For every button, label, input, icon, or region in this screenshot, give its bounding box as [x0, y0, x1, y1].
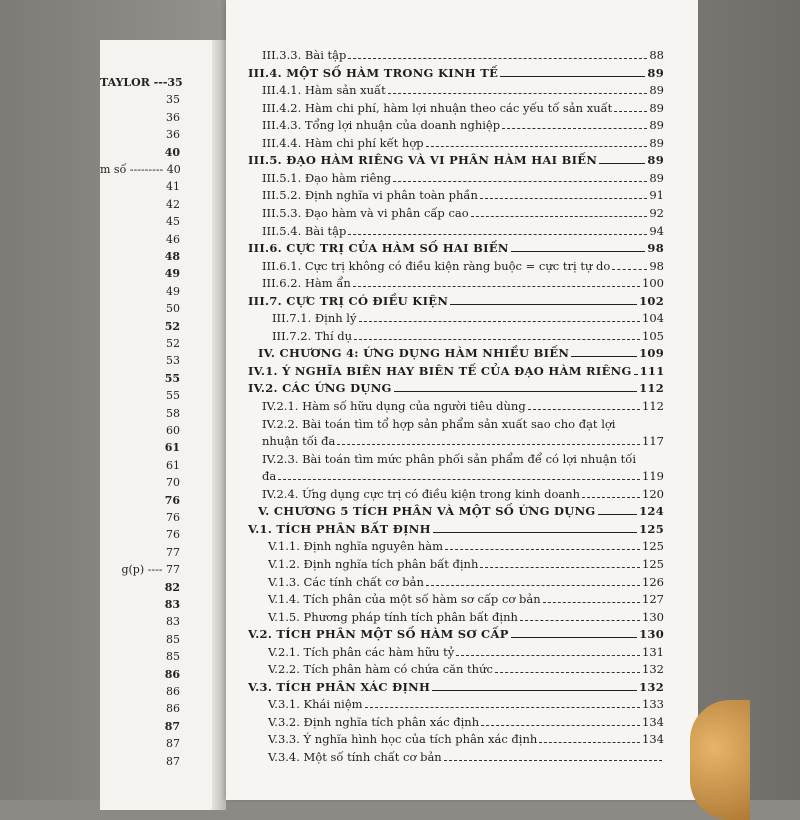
- left-toc-entry: 50: [166, 302, 180, 316]
- toc-page-number: 109: [639, 346, 664, 361]
- left-toc-entry: 61: [166, 458, 180, 472]
- dot-leader: [520, 620, 640, 621]
- toc-page-number: 133: [642, 697, 664, 712]
- left-toc-entry: g(p) ---- 77: [121, 563, 180, 577]
- dot-leader: [433, 532, 637, 533]
- toc-heading: [248, 364, 664, 378]
- toc-page-number: 102: [639, 293, 664, 308]
- left-toc-entry: 58: [166, 406, 180, 420]
- toc-page-number: 119: [642, 469, 664, 484]
- left-toc-entry: 36: [166, 110, 180, 124]
- toc-label: IV.1. Ý NGHĨA BIÊN HAY BIÊN TẾ CỦA ĐẠO HÀM RIÊNG: [248, 363, 632, 378]
- left-toc-entry: 86: [166, 685, 180, 698]
- dot-leader: [365, 707, 641, 708]
- toc-page-number: 104: [642, 311, 664, 326]
- left-toc-entry: 41: [166, 180, 180, 194]
- dot-leader: [495, 672, 640, 673]
- dot-leader: [353, 286, 640, 287]
- toc-entry: [268, 557, 664, 571]
- left-toc-entry: 55: [166, 389, 180, 403]
- dot-leader: [348, 234, 647, 235]
- toc-page-number: 91: [649, 188, 664, 203]
- dot-leader: [480, 567, 640, 568]
- toc-page-number: 89: [649, 170, 664, 185]
- toc-label: III.7.1. Định lý: [272, 311, 357, 326]
- toc-entry: [262, 136, 664, 150]
- left-toc-entry: 52: [164, 319, 180, 333]
- left-toc-entry: 86: [166, 702, 180, 716]
- toc-label: III.4.3. Tổng lợi nhuận của doanh nghiệp: [262, 118, 501, 133]
- toc-page-number: 132: [639, 679, 664, 694]
- left-toc-entry: 60: [166, 424, 180, 437]
- toc-page-number: 88: [649, 48, 664, 62]
- toc-label: V.1.4. Tích phân của một số hàm sơ cấp cơ bản: [268, 592, 541, 607]
- toc-label: IV.2.1. Hàm số hữu dụng của người tiêu dùng: [262, 399, 526, 413]
- dot-leader: [528, 409, 640, 410]
- toc-label: V.3.1. Khái niệm: [268, 697, 363, 712]
- toc-label: V.3.2. Định nghĩa tích phân xác định: [268, 714, 480, 729]
- toc-page-number: 92: [649, 205, 664, 220]
- toc-label: V.3. TÍCH PHÂN XÁC ĐỊNH: [248, 679, 431, 694]
- toc-page-number: 89: [649, 135, 664, 150]
- toc-entry: [262, 487, 664, 501]
- left-toc-entry: 61: [164, 441, 180, 455]
- left-toc-entry: 82: [164, 580, 180, 594]
- toc-entry: [262, 452, 664, 466]
- toc-page-number: 134: [642, 714, 664, 729]
- toc-entry: [262, 188, 664, 202]
- left-toc-entry: 77: [166, 545, 180, 559]
- toc-label: V.2.2. Tích phân hàm có chứa căn thức: [268, 662, 493, 677]
- toc-page-number: 111: [639, 363, 665, 378]
- dot-leader: [426, 585, 640, 586]
- toc-entry: [262, 171, 664, 185]
- toc-label: III.4.4. Hàm chi phí kết hợp: [262, 135, 424, 150]
- toc-label: III.3.3. Bài tập: [262, 48, 347, 62]
- toc-heading: [258, 504, 664, 518]
- toc-heading: [248, 241, 664, 255]
- toc-entry: [262, 206, 664, 220]
- left-toc-entry: 76: [166, 511, 180, 524]
- toc-heading: [248, 627, 664, 641]
- toc-label: IV. CHƯƠNG 4: ỨNG DỤNG HÀM NHIỀU BIẾN: [258, 346, 570, 361]
- toc-entry: [262, 276, 664, 290]
- toc-page-number: 105: [642, 328, 664, 343]
- toc-entry: [268, 539, 664, 553]
- toc-entry: [268, 645, 664, 659]
- toc-entry: [262, 101, 664, 115]
- dot-leader: [278, 479, 640, 480]
- toc-label: V.2. TÍCH PHÂN MỘT SỐ HÀM SƠ CẤP: [248, 627, 509, 642]
- left-toc-entry: 42: [166, 197, 180, 211]
- toc-label: V.1.5. Phương pháp tính tích phân bất định: [268, 609, 518, 624]
- dot-leader: [502, 128, 647, 129]
- toc-label: V.1. TÍCH PHÂN BẤT ĐỊNH: [248, 521, 431, 536]
- toc-entry: [262, 83, 664, 97]
- toc-label: V.1.3. Các tính chất cơ bản: [268, 574, 424, 589]
- toc-label: III.6.2. Hàm ẩn: [262, 276, 351, 291]
- toc-entry: [268, 662, 664, 676]
- left-toc-entry: 49: [166, 284, 180, 298]
- toc-page-number: 112: [642, 399, 664, 413]
- toc-page-number: 94: [649, 223, 664, 238]
- toc-label: III.4. MỘT SỐ HÀM TRONG KINH TẾ: [248, 65, 499, 80]
- toc-label: III.4.1. Hàm sản xuất: [262, 83, 386, 98]
- toc-page-number: 134: [642, 732, 664, 747]
- left-toc-entry: 48: [164, 250, 180, 263]
- dot-leader: [393, 181, 647, 182]
- toc-entry: [268, 750, 664, 764]
- toc-page-number: 98: [647, 241, 664, 256]
- dot-leader: [450, 304, 637, 305]
- left-toc-entry: 83: [164, 598, 180, 611]
- toc-entry: [268, 592, 664, 606]
- toc-entry: [262, 469, 664, 483]
- toc-heading: [248, 66, 664, 80]
- left-toc-entry: 45: [166, 215, 180, 229]
- dot-leader: [598, 514, 638, 515]
- toc-label: III.5.1. Đạo hàm riêng: [262, 170, 392, 185]
- left-toc-entry: 85: [166, 632, 180, 646]
- toc-label: III.5.2. Định nghĩa vi phân toàn phần: [262, 188, 478, 203]
- dot-leader: [359, 321, 641, 322]
- toc-page-number: 112: [639, 381, 664, 396]
- toc-label: IV.2. CÁC ỨNG DỤNG: [248, 381, 392, 396]
- dot-leader: [456, 655, 640, 656]
- toc-page-number: 125: [642, 556, 664, 571]
- toc-page-number: 130: [639, 627, 664, 642]
- dot-leader: [354, 339, 640, 340]
- book-gutter: [212, 40, 226, 810]
- dot-leader: [348, 58, 647, 59]
- toc-page-number: 89: [649, 118, 664, 133]
- toc-page-number: 130: [642, 609, 664, 624]
- toc-label: III.5.3. Đạo hàm và vi phân cấp cao: [262, 205, 469, 220]
- toc-label: III.5. ĐẠO HÀM RIÊNG VÀ VI PHÂN HÀM HAI BIẾN: [248, 153, 598, 168]
- dot-leader: [511, 637, 637, 638]
- left-toc-entry: 55: [164, 371, 180, 385]
- toc-page-number: 120: [642, 486, 664, 501]
- toc-label: V.1.1. Định nghĩa nguyên hàm: [268, 539, 444, 554]
- toc-entry: [268, 697, 664, 711]
- toc-entry: [268, 610, 664, 624]
- left-toc-entry: m số --------- 40: [100, 163, 181, 176]
- toc-page-number: 127: [642, 592, 664, 607]
- left-toc-entry: TAYLOR ---35: [100, 76, 183, 89]
- toc-entry: [262, 399, 664, 413]
- dot-leader: [481, 725, 640, 726]
- toc-entry: [262, 434, 664, 448]
- toc-page-number: 100: [642, 276, 664, 291]
- toc-entry: [262, 118, 664, 132]
- dot-leader: [444, 760, 662, 761]
- dot-leader: [612, 269, 647, 270]
- toc-entry: [268, 575, 664, 589]
- toc-entry: [268, 732, 664, 746]
- finger: [690, 700, 750, 820]
- dot-leader: [394, 391, 637, 392]
- toc-label: III.7.2. Thí dụ: [272, 328, 353, 343]
- toc-label: đa: [262, 469, 277, 484]
- toc-heading: [248, 153, 664, 167]
- toc-label: IV.2.3. Bài toán tìm mức phân phối sản phẩm để có lợi nhuận tối: [262, 451, 637, 466]
- toc-page-number: 98: [649, 258, 664, 273]
- toc-page-number: 117: [642, 434, 664, 449]
- toc-label: V.3.3. Ý nghĩa hình học của tích phân xác định: [268, 732, 538, 747]
- dot-leader: [511, 251, 646, 252]
- toc-entry: [262, 224, 664, 238]
- toc-page-number: 131: [642, 644, 664, 659]
- dot-leader: [388, 93, 648, 94]
- toc-label: IV.2.2. Bài toán tìm tổ hợp sản phẩm sản xuất sao cho đạt lợi: [262, 416, 616, 431]
- left-toc-entry: 87: [166, 754, 180, 768]
- dot-leader: [599, 163, 645, 164]
- dot-leader: [571, 356, 637, 357]
- toc-label: III.6.1. Cực trị không có điều kiện ràng buộc = cực trị tự do: [262, 258, 611, 273]
- dot-leader: [480, 198, 647, 199]
- left-toc-entry: 35: [166, 93, 180, 107]
- dot-leader: [337, 444, 640, 445]
- left-toc-entry: 87: [166, 737, 180, 751]
- toc-label: III.4.2. Hàm chi phí, hàm lợi nhuận theo các yếu tố sản xuất: [262, 100, 613, 115]
- left-toc-entry: 70: [166, 476, 180, 490]
- toc-label: V.1.2. Định nghĩa tích phân bất định: [268, 556, 479, 571]
- toc-label: III.6. CỰC TRỊ CỦA HÀM SỐ HAI BIẾN: [248, 241, 509, 256]
- toc-entry: [262, 417, 664, 431]
- toc-heading: [248, 294, 664, 308]
- toc-heading: [248, 381, 664, 395]
- toc-label: III.7. CỰC TRỊ CÓ ĐIỀU KIỆN: [248, 293, 449, 308]
- dot-leader: [614, 111, 647, 112]
- dot-leader: [445, 549, 640, 550]
- left-toc-entry: 49: [164, 267, 180, 281]
- toc-label: III.5.4. Bài tập: [262, 223, 347, 238]
- toc-heading: [248, 522, 664, 536]
- toc-label: nhuận tối đa: [262, 434, 336, 449]
- toc-label: V.3.4. Một số tính chất cơ bản: [268, 750, 442, 764]
- left-toc-entry: 86: [164, 667, 180, 681]
- toc-entry: [262, 48, 664, 62]
- left-toc-entry: 83: [166, 615, 180, 629]
- toc-entry: [262, 259, 664, 273]
- left-toc-entry: 53: [166, 354, 180, 368]
- toc-page-number: 132: [642, 662, 664, 677]
- dot-leader: [500, 76, 645, 77]
- toc-page-number: 89: [647, 153, 664, 168]
- dot-leader: [543, 602, 640, 603]
- left-toc-entry: 76: [164, 493, 180, 507]
- toc-entry: [268, 715, 664, 729]
- toc-page-number: 89: [647, 65, 664, 80]
- dot-leader: [539, 742, 640, 743]
- left-toc-entry: 46: [166, 232, 180, 246]
- toc-page-number: 126: [642, 574, 664, 589]
- toc-page-number: 89: [649, 100, 664, 115]
- left-toc-entry: 76: [166, 528, 180, 542]
- toc-label: V.2.1. Tích phân các hàm hữu tỷ: [268, 644, 455, 659]
- dot-leader: [634, 374, 638, 375]
- left-toc-entry: 52: [166, 337, 180, 350]
- dot-leader: [426, 146, 648, 147]
- toc-label: IV.2.4. Ứng dụng cực trị có điều kiện trong kinh doanh: [262, 486, 581, 501]
- dot-leader: [432, 690, 637, 691]
- left-toc-entry: 85: [166, 650, 180, 664]
- toc-page-number: 89: [649, 83, 664, 98]
- toc-label: V. CHƯƠNG 5 TÍCH PHÂN VÀ MỘT SỐ ỨNG DỤNG: [258, 504, 596, 519]
- left-toc-entry: 40: [164, 145, 180, 159]
- dot-leader: [471, 216, 648, 217]
- toc-heading: [258, 346, 664, 360]
- toc-page-number: 125: [642, 539, 664, 554]
- toc-entry: [272, 329, 664, 343]
- left-toc-entry: 87: [164, 719, 180, 733]
- toc-page-number: 124: [639, 504, 664, 519]
- toc-heading: [248, 680, 664, 694]
- toc-entry: [272, 311, 664, 325]
- dot-leader: [582, 497, 640, 498]
- left-toc-entry: 36: [166, 128, 180, 142]
- toc-page-number: 125: [639, 521, 664, 536]
